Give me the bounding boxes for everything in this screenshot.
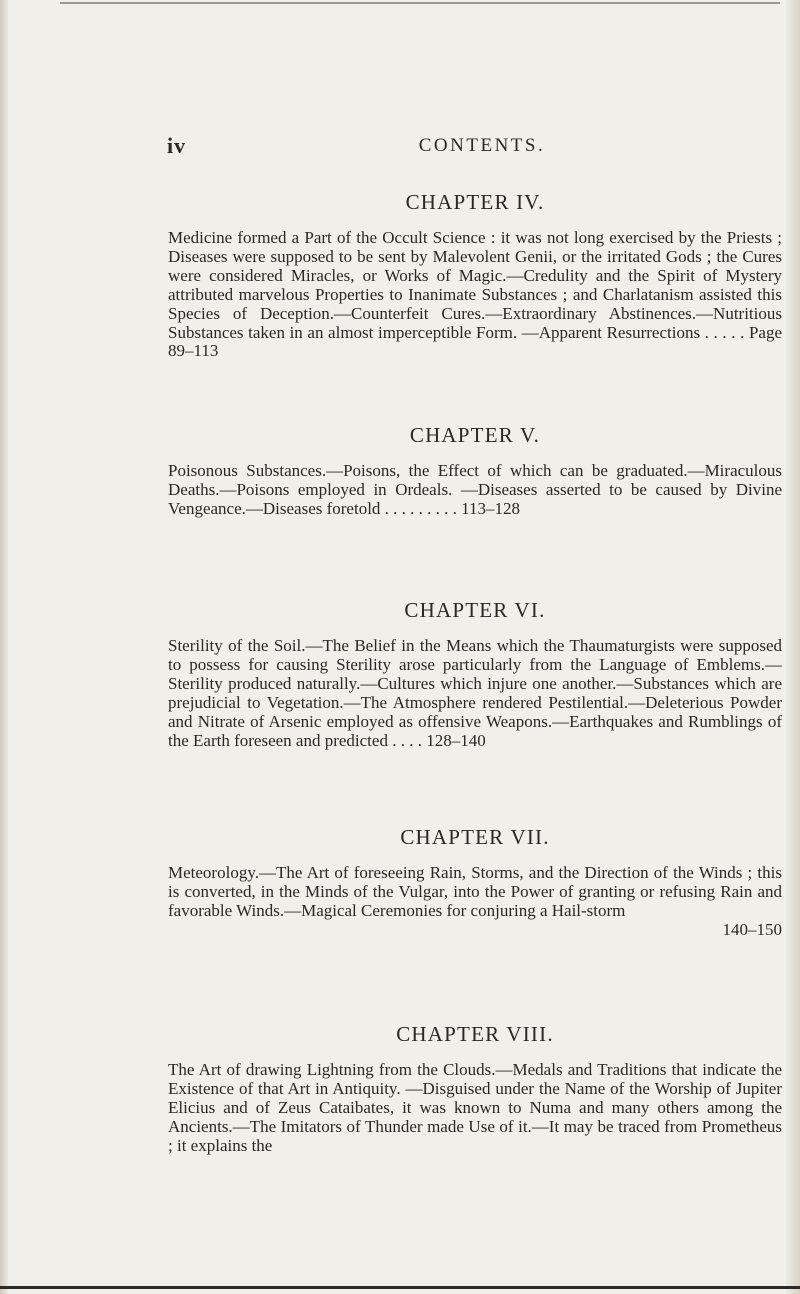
chapter-heading: CHAPTER VII. (400, 825, 550, 849)
chapter-heading: CHAPTER VI. (404, 598, 546, 622)
chapter-heading: CHAPTER V. (409, 423, 541, 447)
chapter-heading: CHAPTER IV. (405, 190, 545, 214)
chapter-summary (168, 864, 782, 940)
page-number: iv (167, 133, 187, 158)
chapter-vii (168, 825, 782, 940)
chapter-iv (168, 190, 782, 361)
bottom-rule (0, 1286, 800, 1289)
page-range: 140–150 (722, 919, 782, 939)
running-head (167, 133, 797, 161)
running-title: CONTENTS. (418, 135, 546, 156)
chapter-heading: CHAPTER VIII. (396, 1022, 554, 1046)
chapter-vi (168, 598, 782, 750)
chapter-summary-text: Meteorology.—The Art of foreseeing Rain, Storms, and the Direction of the Winds ; this is converted, in the Minds of the Vulgar, into the Power of granting or refusing Rain and favorable Winds.—Magical Ceremonies for conjuring a Hail-storm (168, 863, 782, 920)
chapter-summary: Sterility of the Soil.—The Belief in the Means which the Thaumaturgists were supposed to possess for causing Sterility arose particularly from the Language of Emblems.—Sterility produced naturally.—Cultures which injure one another.—Substances which are prejudicial to Vegetation.—The Atmosphere rendered Pestilential.—Deleterious Powder and Nitrate of Arsenic employed as offensive Weapons.—Earthquakes and Rumblings of the Earth foreseen and predicted . . . . 128–140 (168, 636, 782, 750)
chapter-viii (168, 1022, 782, 1156)
chapter-summary: The Art of drawing Lightning from the Clouds.—Medals and Traditions that indicate the Existence of that Art in Antiquity. —Disguised under the Name of the Worship of Jupiter Elicius and of Zeus Cataibates, it was known to Numa and many others among the Ancients.—The Imitators of Thunder made Use of it.—It may be traced from Prometheus ; it explains the (168, 1060, 782, 1155)
chapter-v (168, 423, 782, 519)
chapter-summary: Poisonous Substances.—Poisons, the Effect of which can be graduated.—Miraculous Deaths.—Poisons employed in Ordeals. —Diseases asserted to be caused by Divine Vengeance.—Diseases foretold . . . . . . . . . 113–128 (168, 461, 782, 518)
chapter-summary: Medicine formed a Part of the Occult Science : it was not long exercised by the Priests ; Diseases were supposed to be sent by Malevolent Genii, or the irritated Gods ; the Cures were considered Miracles, or Works of Magic.—Credulity and the Spirit of Mystery attributed marvelous Properties to Inanimate Substances ; and Charlatanism assisted this Species of Deception.—Counterfeit Cures.—Extraordinary Abstinences.—Nutritious Substances taken in an almost imperceptible Form. —Apparent Resurrections . . . . . Page 89–113 (168, 228, 782, 361)
